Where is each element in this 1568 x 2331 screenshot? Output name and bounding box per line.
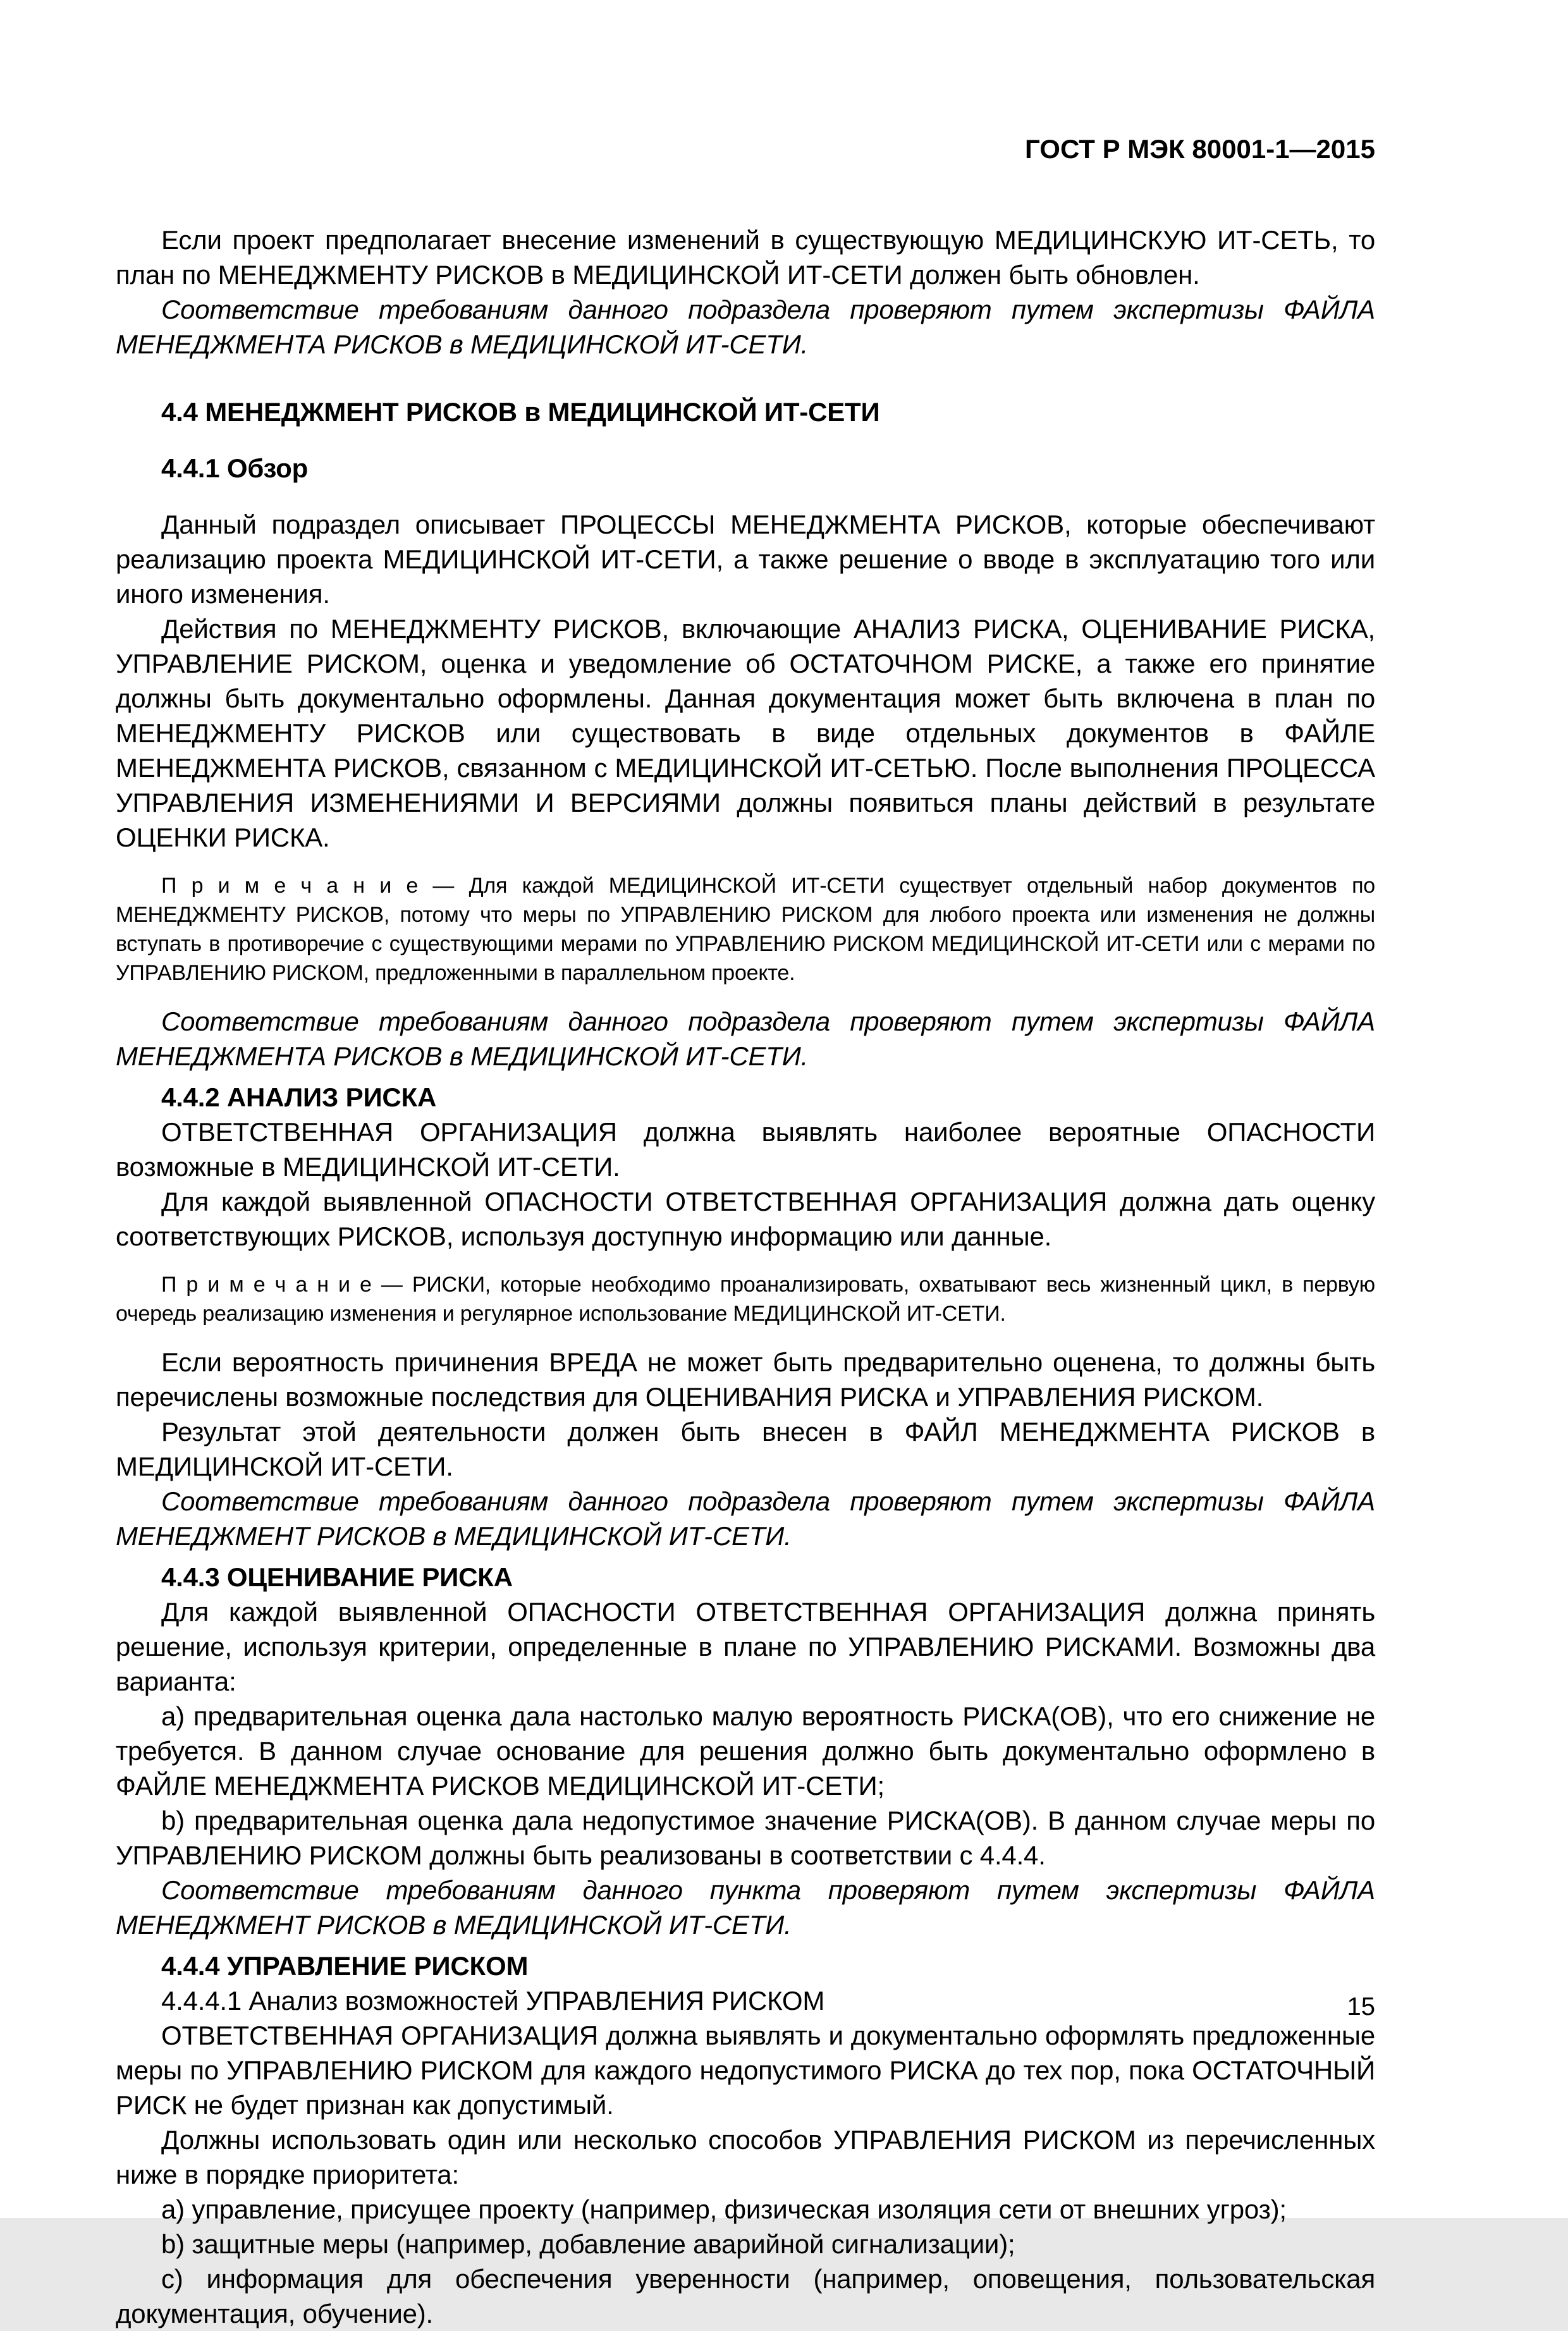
paragraph-risk-actions: Действия по МЕНЕДЖМЕНТУ РИСКОВ, включающие АНАЛИЗ РИСКА, ОЦЕНИВАНИЕ РИСКА, УПРАВЛЕНИЕ РИСКОМ, оценка и уведомление об ОСТАТОЧНОМ РИСКЕ, а также его принятие должны быть документально оформлены. Данная документация может быть включена в план по МЕНЕДЖМЕНТУ РИСКОВ или существовать в виде отдельных документов в ФАЙЛЕ МЕНЕДЖМЕНТА РИСКОВ, связанном с МЕДИЦИНСКОЙ ИТ-СЕТЬЮ. После выполнения ПРОЦЕССА УПРАВЛЕНИЯ ИЗМЕНЕНИЯМИ И ВЕРСИЯМИ должны появиться планы действий в результате ОЦЕНКИ РИСКА. [116,614,1375,852]
paragraph-identify-hazards: ОТВЕТСТВЕННАЯ ОРГАНИЗАЦИЯ должна выявлять наиболее вероятные ОПАСНОСТИ возможные в МЕДИЦИНСКОЙ ИТ-СЕТИ. [116,1117,1375,1182]
note-risk-lifecycle: П р и м е ч а н и е — РИСКИ, которые необходимо проанализировать, охватывают весь жизненный цикл, в первую очередь реализацию изменения и регулярное использование МЕДИЦИНСКОЙ ИТ-СЕТИ. [116,1273,1375,1326]
paragraph-overview: Данный подраздел описывает ПРОЦЕССЫ МЕНЕДЖМЕНТА РИСКОВ, которые обеспечивают реализацию проекта МЕДИЦИНСКОЙ ИТ-СЕТИ, а также решение о вводе в эксплуатацию того или иного изменения. [116,510,1375,609]
paragraph-compliance-check: Соответствие требованиям данного подраздела проверяют путем экспертизы ФАЙЛА МЕНЕДЖМЕНТА РИСКОВ в МЕДИЦИНСКОЙ ИТ-СЕТИ. [116,295,1375,359]
paragraph-estimate-risks: Для каждой выявленной ОПАСНОСТИ ОТВЕТСТВЕННАЯ ОРГАНИЗАЦИЯ должна дать оценку соответствующих РИСКОВ, используя доступную информацию или данные. [116,1187,1375,1251]
section-heading-4-4-1: 4.4.1 Обзор [161,453,309,483]
list-item-a-evaluation: a) предварительная оценка дала настолько малую вероятность РИСКА(ОВ), что его снижение не требуется. В данном случае основание для решения должно быть документально оформлено в ФАЙЛЕ МЕНЕДЖМЕНТА РИСКОВ МЕДИЦИНСКОЙ ИТ-СЕТИ; [116,1701,1375,1801]
list-item-b-evaluation: b) предварительная оценка дала недопустимое значение РИСКА(ОВ). В данном случае меры по УПРАВЛЕНИЮ РИСКОМ должны быть реализованы в соответствии с 4.4.4. [116,1806,1375,1870]
paragraph-control-priority: Должны использовать один или несколько способов УПРАВЛЕНИЯ РИСКОМ из перечисленных ниже в порядке приоритета: [116,2125,1375,2189]
section-heading-4-4-3: 4.4.3 ОЦЕНИВАНИЕ РИСКА [161,1562,513,1592]
list-item-b-control: b) защитные меры (например, добавление аварийной сигнализации); [161,2229,1015,2259]
paragraph-risk-evaluation: Для каждой выявленной ОПАСНОСТИ ОТВЕТСТВЕННАЯ ОРГАНИЗАЦИЯ должна принять решение, используя критерии, определенные в плане по УПРАВЛЕНИЮ РИСКАМИ. Возможны два варианта: [116,1597,1375,1696]
section-heading-4-4-4: 4.4.4 УПРАВЛЕНИЕ РИСКОМ [161,1951,529,1981]
section-heading-4-4-2: 4.4.2 АНАЛИЗ РИСКА [161,1082,437,1112]
paragraph-compliance-check: Соответствие требованиям данного подраздела проверяют путем экспертизы ФАЙЛА МЕНЕДЖМЕНТ РИСКОВ в МЕДИЦИНСКОЙ ИТ-СЕТИ. [116,1486,1375,1551]
paragraph-harm-probability: Если вероятность причинения ВРЕДА не может быть предварительно оценена, то должны быть перечислены возможные последствия для ОЦЕНИВАНИЯ РИСКА и УПРАВЛЕНИЯ РИСКОМ. [116,1347,1375,1412]
list-item-a-control: a) управление, присущее проекту (например, физическая изоляция сети от внешних угроз); [161,2194,1287,2224]
paragraph-compliance-check: Соответствие требованиям данного подраздела проверяют путем экспертизы ФАЙЛА МЕНЕДЖМЕНТА РИСКОВ в МЕДИЦИНСКОЙ ИТ-СЕТИ. [116,1006,1375,1071]
paragraph-compliance-check: Соответствие требованиям данного пункта проверяют путем экспертизы ФАЙЛА МЕНЕДЖМЕНТ РИСКОВ в МЕДИЦИНСКОЙ ИТ-СЕТИ. [116,1875,1375,1940]
section-heading-4-4: 4.4 МЕНЕДЖМЕНТ РИСКОВ в МЕДИЦИНСКОЙ ИТ-СЕТИ [161,397,880,427]
subclause-4-4-4-1-title: 4.4.4.1 Анализ возможностей УПРАВЛЕНИЯ РИСКОМ [161,1986,825,2016]
note-risk-management-docs: П р и м е ч а н и е — Для каждой МЕДИЦИНСКОЙ ИТ-СЕТИ существует отдельный набор документов по МЕНЕДЖМЕНТУ РИСКОВ, потому что меры по УПРАВЛЕНИЮ РИСКОМ для любого проекта или изменения не должны вступать в противоречие с существующими мерами по УПРАВЛЕНИЮ РИСКОМ МЕДИЦИНСКОЙ ИТ-СЕТИ или с мерами по УПРАВЛЕНИЮ РИСКОМ, предложенными в параллельном проекте. [116,874,1375,985]
paragraph-update-plan: Если проект предполагает внесение изменений в существующую МЕДИЦИНСКУЮ ИТ-СЕТЬ, то план по МЕНЕДЖМЕНТУ РИСКОВ в МЕДИЦИНСКОЙ ИТ-СЕТИ должен быть обновлен. [116,225,1375,290]
paragraph-control-measures: ОТВЕТСТВЕННАЯ ОРГАНИЗАЦИЯ должна выявлять и документально оформлять предложенные меры по УПРАВЛЕНИЮ РИСКОМ для каждого недопустимого РИСКА до тех пор, пока ОСТАТОЧНЫЙ РИСК не будет признан как допустимый. [116,2021,1375,2120]
page-number: 15 [1347,1993,1375,2021]
standard-number-header: ГОСТ Р МЭК 80001-1—2015 [1025,134,1375,164]
list-item-c-control: c) информация для обеспечения уверенности (например, оповещения, пользовательская документация, обучение). [116,2264,1375,2328]
paragraph-result-record: Результат этой деятельности должен быть внесен в ФАЙЛ МЕНЕДЖМЕНТА РИСКОВ в МЕДИЦИНСКОЙ ИТ-СЕТИ. [116,1417,1375,1481]
